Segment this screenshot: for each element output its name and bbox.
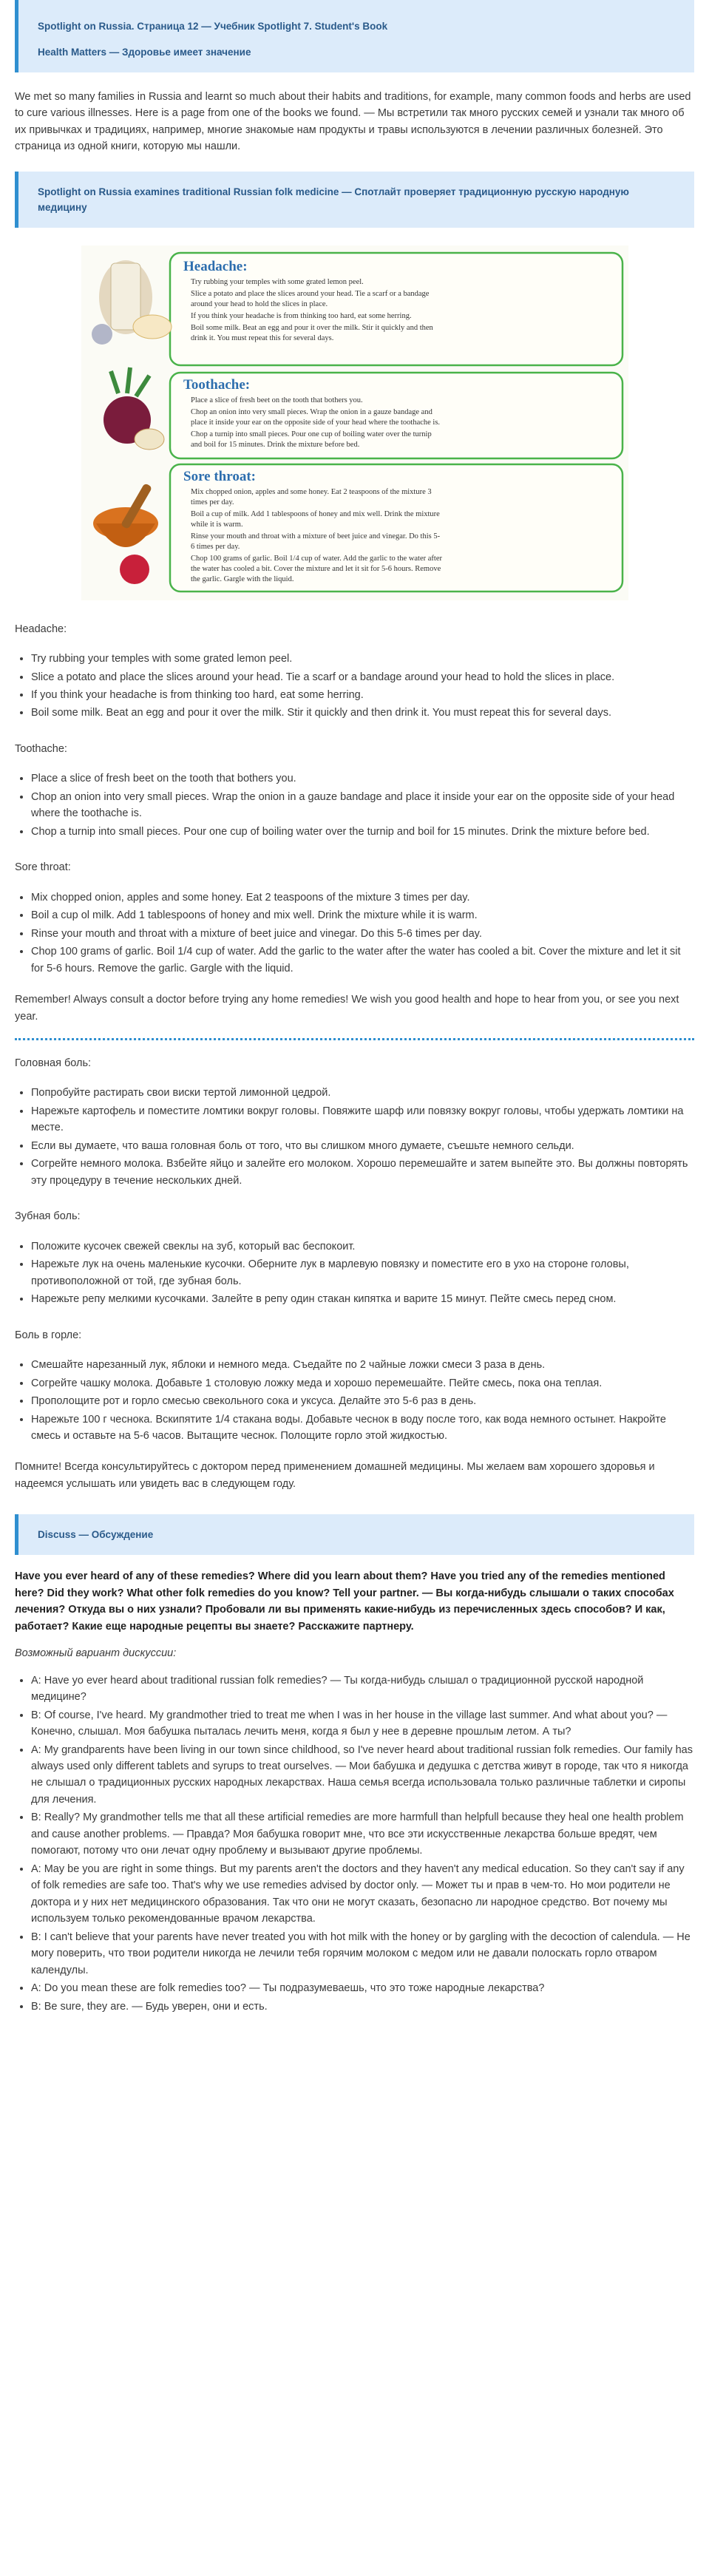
- book-toothache-item-1b: place it inside your ear on the opposite side of your head where the toothache is.: [190, 418, 440, 427]
- dialogue-line: • A: May be you are right in some things. But my parents aren't the doctors and they haven't any medical education. So they can't say if any of folk remedies are safe too. That's why we use remedies advised by doctor only. — Может ты и прав в чем-то. Но мои родители не доктора и у них нет медицинского образования. Так что они не могут сказать, безопасно ли народное средство. Вот почему мы используем только рекомендованные врачом лекарства.: [31, 1861, 694, 1928]
- book-toothache-item-2b: and boil for 15 minutes. Drink the mixture before bed.: [190, 440, 359, 449]
- page-title: Spotlight on Russia. Страница 12 — Учебник Spotlight 7. Student's Book: [38, 21, 388, 32]
- dialogue-line: • B: I can't believe that your parents have never treated you with hot milk with the honey or by gargling with the decoction of calendula. — Не могу поверить, что твои родители никогда не лечили тебя горячим молоком с медом или не давали полоскать горло отваром календулы.: [31, 1929, 694, 1979]
- list-item: • Chop a turnip into small pieces. Pour one cup of boiling water over the turnip and boil for 15 minutes. Drink the mixture before bed.: [31, 824, 694, 840]
- list-item: • Смешайте нарезанный лук, яблоки и немного меда. Съедайте по 2 чайные ложки смеси 3 раза в день.: [31, 1357, 694, 1373]
- ru-headache-label: Головная боль:: [15, 1057, 92, 1069]
- ru-headache-list: [15, 1085, 694, 1189]
- book-sore-item-0b: times per day.: [190, 498, 234, 506]
- discuss-title: Discuss — Обсуждение: [38, 1529, 154, 1541]
- list-item: • Try rubbing your temples with some grated lemon peel.: [31, 651, 694, 667]
- book-sore-item-3: Chop 100 grams of garlic. Boil 1/4 cup of water. Add the garlic to the water after: [190, 554, 442, 563]
- list-item: • Согрейте чашку молока. Добавьте 1 столовую ложку меда и хорошо перемешайте. Пейте смесь, пока она теплая.: [31, 1375, 694, 1392]
- list-item: • If you think your headache is from thinking too hard, eat some herring.: [31, 687, 694, 703]
- list-item: • Slice a potato and place the slices around your head. Tie a scarf or a bandage around your head to hold the slices in place.: [31, 669, 694, 685]
- list-item: • Положите кусочек свежей свеклы на зуб, который вас беспокоит.: [31, 1238, 694, 1255]
- book-sore-item-2: Rinse your mouth and throat with a mixture of beet juice and vinegar. Do this 5-: [190, 532, 440, 540]
- list-item: • Согрейте немного молока. Взбейте яйцо и залейте его молоком. Хорошо перемешайте и затем выпейте это. Вы должны повторять эту процедуру в течение нескольких дней.: [31, 1156, 694, 1189]
- ru-sore-list: [15, 1357, 694, 1444]
- book-headache-item-3b: drink it. You must repeat this for several days.: [190, 333, 333, 342]
- book-headache-item-0: Try rubbing your temples with some grated lemon peel.: [190, 277, 364, 286]
- book-page-image: [81, 245, 628, 600]
- section-card: [15, 172, 694, 228]
- list-item: • Mix chopped onion, apples and some honey. Eat 2 teaspoons of the mixture 3 times per day.: [31, 889, 694, 906]
- section-title: Spotlight on Russia examines traditional Russian folk medicine — Спотлайт проверяет традиционную русскую народную медицину: [38, 186, 629, 213]
- list-item: • Нарежьте 100 г чеснока. Вскипятите 1/4 стакана воды. Добавьте чеснок в воду после того, как вода немного остынет. Накройте смесь и оставьте на 5-6 часов. Вытащите чеснок. Полощите горло этой жидкостью.: [31, 1411, 694, 1445]
- header-card: [15, 0, 694, 72]
- discuss-variant-label: Возможный вариант дискуссии:: [15, 1647, 177, 1660]
- en-headache-label: Headache:: [15, 623, 67, 635]
- ru-sore-label: Боль в горле:: [15, 1329, 82, 1341]
- list-item: • Попробуйте растирать свои виски тертой лимонной цедрой.: [31, 1085, 694, 1101]
- list-item: • Boil some milk. Beat an egg and pour it over the milk. Stir it quickly and then drink it. You must repeat this for several days.: [31, 705, 694, 721]
- book-toothache-title: Toothache:: [183, 376, 250, 393]
- discuss-question: Have you ever heard of any of these remedies? Where did you learn about them? Have you tried any of the remedies mentioned here? Did they work? What other folk remedies do you know? Tell your partner. — Вы когда-нибудь слышали о таких способах лечения? Откуда вы о них узнали? Пробовали ли вы применять какие-нибудь из перечисленных здесь способов? И как, работает? Какие еще народные рецепты вы знаете? Расскажите партнеру.: [15, 1570, 674, 1633]
- list-item: • Прополощите рот и горло смесью свекольного сока и уксуса. Делайте это 5-6 раз в день.: [31, 1393, 694, 1409]
- book-sore-item-0: Mix chopped onion, apples and some honey. Eat 2 teaspoons of the mixture 3: [190, 487, 432, 496]
- dialogue-line: • B: Of course, I've heard. My grandmother tried to treat me when I was in her house in the village last summer. And what about you? — Конечно, слышал. Моя бабушка пыталась лечить меня, когда я был у нее в деревне прошлым летом. А ты?: [31, 1707, 694, 1741]
- book-headache-title: Headache:: [183, 258, 248, 274]
- list-item: • Boil a cup ol milk. Add 1 tablespoons of honey and mix well. Drink the mixture while it is warm.: [31, 907, 694, 923]
- book-sore-title: Sore throat:: [183, 468, 256, 484]
- book-toothache-item-0: Place a slice of fresh beet on the tooth that bothers you.: [190, 396, 363, 404]
- list-item: • Chop 100 grams of garlic. Boil 1/4 cup of water. Add the garlic to the water after the water has cooled a bit. Cover the mixture and let it sit for 5-6 hours. Remove the garlic. Gargle with the liquid.: [31, 943, 694, 977]
- list-item: • Chop an onion into very small pieces. Wrap the onion in a gauze bandage and place it inside your ear on the opposite side of your head where the toothache is.: [31, 789, 694, 822]
- book-toothache-item-2: Chop a turnip into small pieces. Pour one cup of boiling water over the turnip: [190, 430, 432, 438]
- en-sore-label: Sore throat:: [15, 861, 71, 874]
- en-toothache-list: [15, 770, 694, 840]
- discuss-card: [15, 1514, 694, 1555]
- book-headache-item-3: Boil some milk. Beat an egg and pour it over the milk. Stir it quickly and then: [190, 323, 433, 332]
- book-sore-item-1b: while it is warm.: [190, 520, 243, 529]
- book-headache-item-1: Slice a potato and place the slices around your head. Tie a scarf or a bandage: [190, 289, 429, 298]
- list-item: • Если вы думаете, что ваша головная боль от того, что вы слишком много думаете, съешьте немного сельди.: [31, 1138, 694, 1154]
- intro-paragraph: We met so many families in Russia and learnt so much about their habits and traditions, for example, many common foods and herbs are used to cure various illnesses. Here is a page from one of the books we found. — Мы встретили так много русских семей и узнали так много об их привычках и традициях, например, многие знакомые нам продукты и травы используются в лечении различных болезней. Это страница из одной книги, которую мы нашли.: [15, 90, 691, 153]
- ru-toothache-list: [15, 1238, 694, 1308]
- dialogue-line: • B: Be sure, they are. — Будь уверен, они и есть.: [31, 1999, 694, 2015]
- list-item: • Place a slice of fresh beet on the tooth that bothers you.: [31, 770, 694, 787]
- dialogue-line: • A: Have yo ever heard about traditional russian folk remedies? — Ты когда-нибудь слышал о традиционной русской народной медицине?: [31, 1672, 694, 1706]
- book-toothache-item-1: Chop an onion into very small pieces. Wrap the onion in a gauze bandage and: [190, 407, 432, 416]
- book-sore-item-3b: the water has cooled a bit. Cover the mixture and let it sit for 5-6 hours. Remove: [190, 564, 441, 573]
- en-headache-list: [15, 651, 694, 722]
- list-item: • Нарежьте лук на очень маленькие кусочки. Оберните лук в марлевую повязку и поместите его в ухо на стороне головы, противоположной от той, где зубная боль.: [31, 1256, 694, 1289]
- book-sore-item-2b: 6 times per day.: [190, 542, 240, 551]
- list-item: • Нарежьте репу мелкими кусочками. Залейте в репу один стакан кипятка и варите 15 минут. Пейте смесь перед сном.: [31, 1291, 694, 1307]
- ru-toothache-label: Зубная боль:: [15, 1210, 81, 1223]
- dialogue-line: • B: Really? My grandmother tells me that all these artificial remedies are more harmfull than helpfull because they heal one health problem and cause another problems. — Правда? Моя бабушка говорит мне, что все эти искусственные лекарства больше вредят, чем помогают, потому что они лечат одну проблему и вызывают другие проблемы.: [31, 1809, 694, 1859]
- book-sore-item-1: Boil a cup of milk. Add 1 tablespoons of honey and mix well. Drink the mixture: [190, 509, 440, 518]
- dialogue-line: • A: My grandparents have been living in our town since childhood, so I've never heard about traditional russian folk remedies. Our family has always used only different tablets and syrups to treat ourselves. — Мои бабушка и дедушка с детства живут в городе, так что я никогда не слышал о традиционных русских народных лекарствах. Наша семья всегда использовала только различные таблетки и сиропы для лечения.: [31, 1742, 694, 1809]
- en-toothache-label: Toothache:: [15, 742, 67, 755]
- book-headache-item-2: If you think your headache is from thinking too hard, eat some herring.: [190, 311, 412, 320]
- dotted-divider: [15, 1038, 694, 1040]
- book-sore-item-3c: the garlic. Gargle with the liquid.: [190, 574, 294, 583]
- en-closing: Remember! Always consult a doctor before trying any home remedies! We wish you good health and hope to hear from you, or see you next year.: [15, 994, 679, 1023]
- en-sore-list: [15, 889, 694, 977]
- dialogue-list: [15, 1672, 694, 2015]
- dialogue-line: • A: Do you mean these are folk remedies too? — Ты подразумеваешь, что это тоже народные лекарства?: [31, 1980, 694, 1996]
- ru-closing: Помните! Всегда консультируйтесь с доктором перед применением домашней медицины. Мы желаем вам хорошего здоровья и надеемся услышать или увидеть вас в следующем году.: [15, 1461, 655, 1490]
- list-item: • Нарежьте картофель и поместите ломтики вокруг головы. Повяжите шарф или повязку вокруг головы, чтобы удержать ломтики на месте.: [31, 1103, 694, 1136]
- page-subtitle: Health Matters — Здоровье имеет значение: [38, 46, 251, 58]
- list-item: • Rinse your mouth and throat with a mixture of beet juice and vinegar. Do this 5-6 times per day.: [31, 926, 694, 942]
- book-headache-item-1b: around your head to hold the slices in place.: [190, 299, 328, 308]
